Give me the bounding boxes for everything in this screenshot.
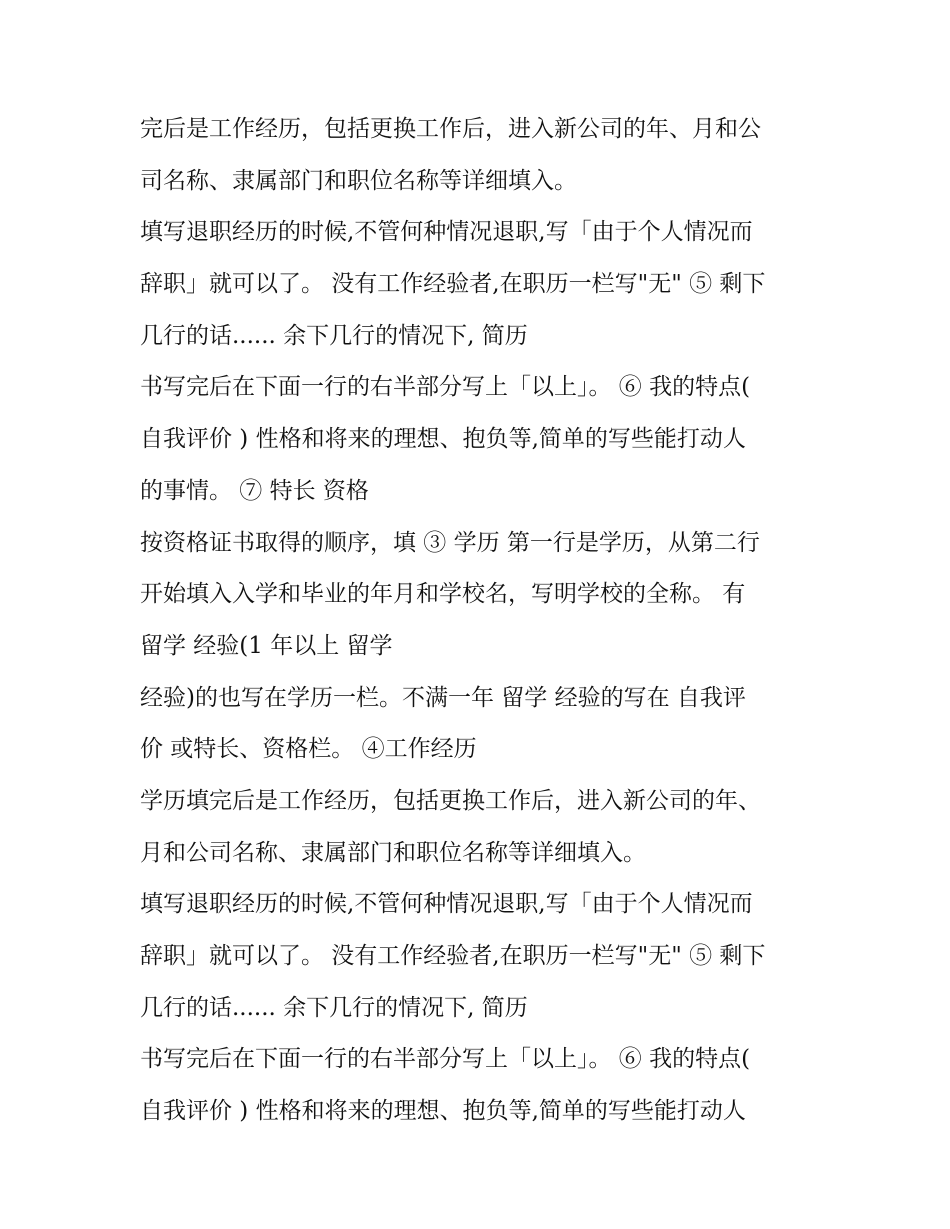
text-line: 留学 经验(1 年以上 留学 (140, 632, 393, 659)
text-line: 几行的话...... 余下几行的情况下, 简历 (140, 994, 528, 1021)
text-line: 辞职」就可以了。 没有工作经验者,在职历一栏写"无" ⑤ 剩下 (140, 943, 766, 969)
text-line: 按资格证书取得的顺序，填 ③ 学历 第一行是学历，从第二行 (140, 529, 760, 556)
text-line: 经验)的也写在学历一栏。不满一年 留学 经验的写在 自我评 (140, 684, 746, 711)
text-line: 开始填入入学和毕业的年月和学校名，写明学校的全称。 有 (140, 581, 746, 608)
text-line: 价 或特长、资格栏。 ④工作经历 (140, 736, 477, 763)
text-line: 司名称、隶属部门和职位名称等详细填入。 (140, 167, 577, 194)
text-line: 学历填完后是工作经历，包括更换工作后，进入新公司的年、 (140, 787, 761, 814)
text-line: 的事情。 ⑦ 特长 资格 (140, 477, 369, 504)
text-line: 自我评价 ) 性格和将来的理想、抱负等,简单的写些能打动人 (140, 1098, 746, 1125)
text-line: 书写完后在下面一行的右半部分写上「以上」。 ⑥ 我的特点( (140, 374, 751, 401)
text-line: 自我评价 ) 性格和将来的理想、抱负等,简单的写些能打动人 (140, 426, 746, 453)
body-text (140, 104, 830, 1138)
text-line: 书写完后在下面一行的右半部分写上「以上」。 ⑥ 我的特点( (140, 1046, 751, 1073)
text-line: 辞职」就可以了。 没有工作经验者,在职历一栏写"无" ⑤ 剩下 (140, 271, 766, 298)
text-line: 月和公司名称、隶属部门和职位名称等详细填入。 (140, 839, 646, 866)
text-line: 填写退职经历的时候,不管何种情况退职,写「由于个人情况而 (140, 219, 753, 246)
text-line: 填写退职经历的时候,不管何种情况退职,写「由于个人情况而 (140, 891, 753, 918)
text-line: 完后是工作经历，包括更换工作后，进入新公司的年、月和公 (140, 116, 761, 142)
text-line: 几行的话...... 余下几行的情况下, 简历 (140, 322, 528, 349)
